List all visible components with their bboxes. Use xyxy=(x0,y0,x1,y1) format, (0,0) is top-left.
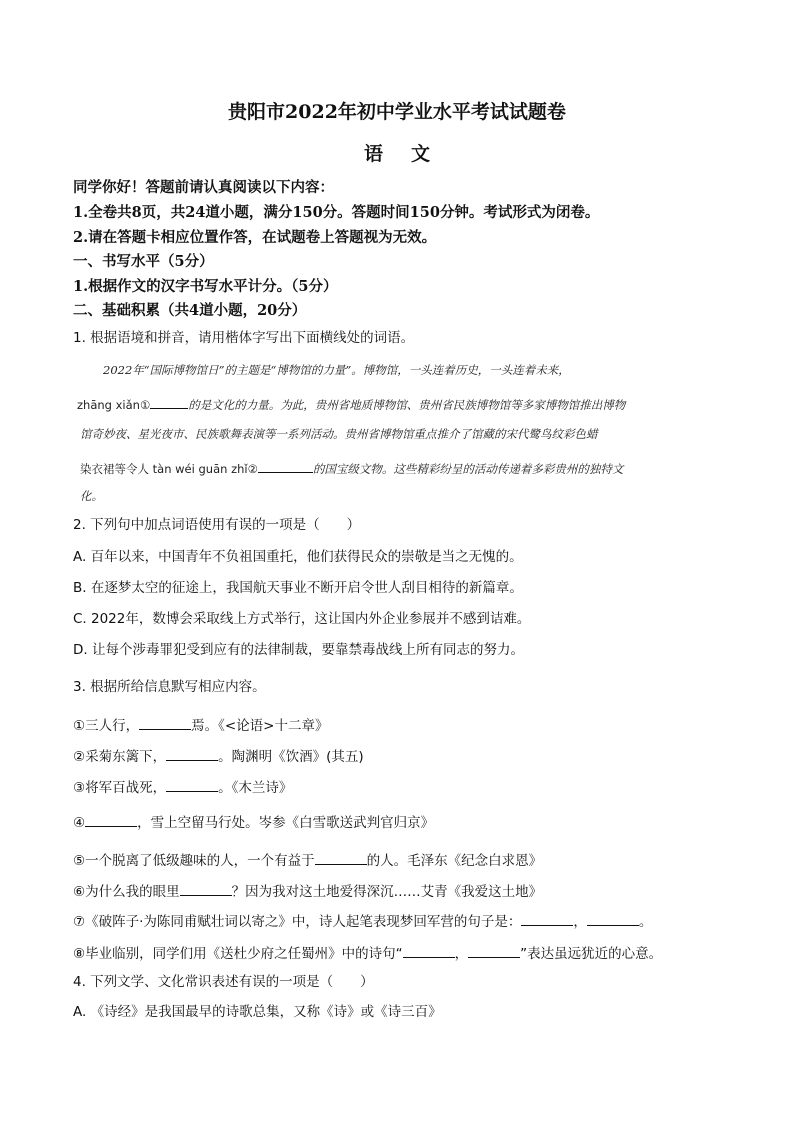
q1-stem: 1. 根据语境和拼音，请用楷体字写出下面横线处的词语。 xyxy=(73,330,415,346)
q1-line-2-text: 的是文化的力量。为此，贵州省地质博物馆、贵州省民族博物馆等多家博物馆推出博物 xyxy=(188,398,626,412)
answer-blank-3-6[interactable] xyxy=(180,883,232,896)
q2-option-a: A. 百年以来，中国青年不负祖国重托，他们获得民众的崇敬是当之无愧的。 xyxy=(73,549,523,565)
answer-blank-3-7b[interactable] xyxy=(587,913,639,926)
instruction-item-1: 1.全卷共8页，共24道小题，满分150分。答题时间150分钟。考试形式为闭卷。 xyxy=(73,204,600,221)
q3-item-6: ⑥为什么我的眼里 ？因为我对这土地爱得深沉……艾青《我爱这土地》 xyxy=(73,884,543,900)
q1-passage-line-5: 化。 xyxy=(80,489,103,503)
answer-blank-2[interactable] xyxy=(258,460,313,473)
instructions-greeting: 同学你好！答题前请认真阅读以下内容： xyxy=(73,179,334,196)
q3-stem: 3. 根据所给信息默写相应内容。 xyxy=(73,679,266,695)
instruction-item-2: 2.请在答题卡相应位置作答，在试题卷上答题视为无效。 xyxy=(73,229,437,246)
subject-title: 语文 xyxy=(363,143,458,165)
answer-blank-3-7a[interactable] xyxy=(521,913,573,926)
answer-blank-3-3[interactable] xyxy=(166,779,218,792)
answer-blank-3-2[interactable] xyxy=(166,748,218,761)
q2-stem: 2. 下列句中加点词语使用有误的一项是（ ） xyxy=(73,517,361,533)
q1-passage-line-3: 馆奇妙夜、星光夜市、民族歌舞表演等一系列活动。贵州省博物馆重点推介了馆藏的宋代鹭鸟纹彩色蜡 xyxy=(80,427,598,441)
q3-item-8: ⑧毕业临别，同学们用《送杜少府之任蜀州》中的诗句“ ， ”表达虽远犹近的心意。 xyxy=(73,946,663,962)
q3-item-2: ②采菊东篱下， 。陶渊明《饮酒》(其五) xyxy=(73,749,364,765)
q4-stem: 4. 下列文学、文化常识表述有误的一项是（ ） xyxy=(73,974,374,990)
q1-passage-line-1: 2022年“国际博物馆日”的主题是“博物馆的力量”。博物馆，一头连着历史，一头连着未来， xyxy=(103,363,570,377)
answer-blank-1[interactable] xyxy=(150,396,188,409)
answer-blank-3-8a[interactable] xyxy=(403,945,455,958)
section-2-heading: 二、基础积累（共4道小题，20分） xyxy=(73,302,307,319)
q1-line-4-text: 的国宝级文物。这些精彩纷呈的活动传递着多彩贵州的独特文 xyxy=(312,462,624,476)
q3-item-5: ⑤一个脱离了低级趣味的人，一个有益于 的人。毛泽东《纪念白求恩》 xyxy=(73,853,543,869)
q1-passage-line-2 xyxy=(77,396,625,412)
q2-option-c: C. 2022年，数博会采取线上方式举行，这让国内外企业参展并不感到诘难。 xyxy=(73,611,531,627)
answer-blank-3-1[interactable] xyxy=(139,717,191,730)
answer-blank-3-4[interactable] xyxy=(85,814,137,827)
q2-option-d: D. 让每个涉毒罪犯受到应有的法律制裁，要靠禁毒战线上所有同志的努力。 xyxy=(73,642,524,658)
q2-option-b: B. 在逐梦太空的征途上，我国航天事业不断开启令世人刮目相待的新篇章。 xyxy=(73,580,523,596)
section-1-item: 1.根据作文的汉字书写水平计分。（5分） xyxy=(73,278,338,295)
pinyin-zhangxian: zhāng xiǎn① xyxy=(77,398,151,412)
q3-item-1: ①三人行， 焉。《<论语>十二章》 xyxy=(73,718,329,734)
answer-blank-3-8b[interactable] xyxy=(468,945,520,958)
exam-title: 贵阳市2022年初中学业水平考试试题卷 xyxy=(228,101,566,123)
q4-option-a: A. 《诗经》是我国最早的诗歌总集，又称《诗》或《诗三百》 xyxy=(73,1004,442,1020)
q3-item-3: ③将军百战死， 。《木兰诗》 xyxy=(73,780,293,796)
answer-blank-3-5[interactable] xyxy=(315,852,367,865)
pinyin-tanweiguanzhi: 染衣裙等令人 tàn wéi guān zhǐ② xyxy=(80,462,258,476)
q3-item-7: ⑦《破阵子·为陈同甫赋壮词以寄之》中，诗人起笔表现梦回军营的句子是： ， 。 xyxy=(73,914,653,930)
q1-passage-line-4 xyxy=(80,460,623,476)
q3-item-4: ④ ，雪上空留马行处。岑参《白雪歌送武判官归京》 xyxy=(73,815,435,831)
section-1-heading: 一、书写水平（5分） xyxy=(73,253,214,270)
